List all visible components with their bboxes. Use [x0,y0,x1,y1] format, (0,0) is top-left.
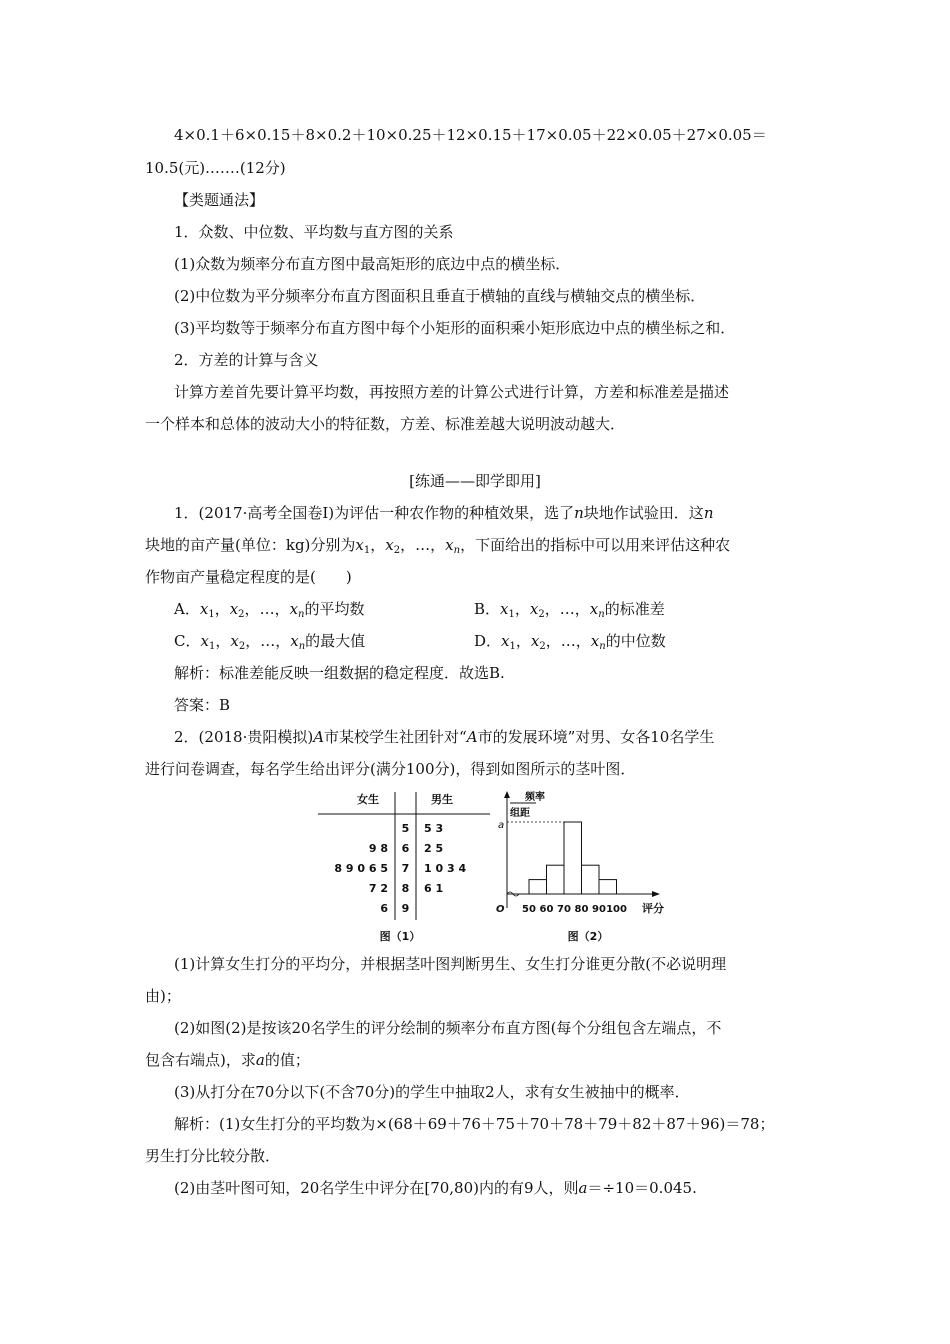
stem-leaf-right-leaves: 6 1 [424,882,444,895]
stem-leaf-and-histogram-figure [310,788,690,953]
stem-leaf-right-leaves: 1 0 3 4 [424,862,467,875]
q2-analysis-2: (2)由茎叶图可知，20名学生中评分在[70,80)内的有9人，则a＝÷10＝0.045. [174,1179,697,1197]
stem-leaf-left-leaves: 8 9 0 6 5 [334,862,388,875]
stem-leaf-left-leaves: 9 8 [368,842,388,855]
histogram-bar [582,865,600,894]
q2-analysis-1-cont: 男生打分比较分散． [145,1147,281,1165]
histogram [496,790,664,943]
q2-sub-3: (3)从打分在70分以下(不含70分)的学生中抽取2人，求有女生被抽中的概率． [174,1083,690,1101]
histogram-bar [529,880,547,894]
text-line: 1．众数、中位数、平均数与直方图的关系 [174,223,454,241]
text-line: 2．方差的计算与含义 [174,351,319,369]
text-line: 4×0.1＋6×0.15＋8×0.2＋10×0.25＋12×0.15＋17×0.05＋22×0.05＋27×0.05＝ [174,126,767,144]
x-tick-label: 90 [592,904,606,915]
stem-leaf-stem: 7 [401,862,410,875]
text-line: (1)众数为频率分布直方图中最高矩形的底边中点的横坐标． [174,255,571,273]
stem-leaf-header-left: 女生 [357,793,379,806]
q1-line-1: 1．(2017·高考全国卷Ⅰ)为评估一种农作物的种植效果，选了n块地作试验田．这n [174,504,714,522]
q1-option-b: B．$x_1$，$x_2$，…，$x_n$的标准差 [474,600,665,620]
histogram-bar [599,880,617,894]
q1-analysis: 解析：标准差能反映一组数据的稳定程度．故选B. [174,664,505,682]
text-line: 一个样本和总体的波动大小的特征数，方差、标准差越大说明波动越大． [145,415,626,433]
histogram-x-ticks [522,904,627,915]
q2-sub-2: (2)如图(2)是按该20名学生的评分绘制的频率分布直方图(每个分组包含左端点，不 [174,1019,722,1037]
x-axis-arrow [652,891,660,897]
stem-leaf-left-leaves: 6 [380,902,388,915]
q2-line-2: 进行问卷调查，每名学生给出评分(满分100分)，得到如图所示的茎叶图． [145,760,636,778]
q2-line-1: 2．(2018·贵阳模拟)A市某校学生社团针对“A市的发展环境”对男、女各10名学生 [174,728,715,746]
histogram-bars [529,822,617,894]
y-axis-arrow [504,791,510,798]
y-marker-label: a [498,820,505,831]
text-line: 10.5(元).……(12分) [145,159,286,177]
stem-leaf-plot [318,792,490,943]
text-line: (2)中位数为平分频率分布直方图面积且垂直于横轴的直线与横轴交点的横坐标． [174,287,706,305]
y-label-top: 频率 [525,792,545,803]
x-tick-label: 70 [557,904,571,915]
q1-line-2: 块地的亩产量(单位：kg)分别为$x_1$，$x_2$，…，$x_n$，下面给出的指标中可以用来评估这种农 [145,536,731,556]
text-line: (3)平均数等于频率分布直方图中每个小矩形的面积乘小矩形底边中点的横坐标之和． [174,319,736,337]
origin-label: O [496,904,505,915]
q1-option-a: A．$x_1$，$x_2$，…，$x_n$的平均数 [174,600,365,620]
x-tick-label: 100 [606,904,627,915]
stem-leaf-stem: 5 [401,822,410,835]
q1-line-3: 作物亩产量稳定程度的是( ) [145,568,352,586]
stem-leaf-stem: 6 [401,842,410,855]
q1-answer: 答案：B [174,696,231,714]
stem-leaf-right-leaves: 2 5 [424,842,444,855]
x-axis-label: 评分 [642,902,664,915]
stem-leaf-stem: 8 [401,882,410,895]
q2-sub-1-cont: 由)； [145,987,181,1005]
figure-caption-2: 图（2） [567,930,609,943]
stem-leaf-rows [334,822,466,915]
q2-sub-2-cont: 包含右端点)，求a的值； [145,1051,310,1069]
stem-leaf-left-leaves: 7 2 [368,882,388,895]
stem-leaf-right-leaves: 5 3 [424,822,444,835]
figure-caption-1: 图（1） [379,930,421,943]
y-label-bottom: 组距 [510,808,530,819]
q2-sub-1: (1)计算女生打分的平均分，并根据茎叶图判断男生、女生打分谁更分散(不必说明理 [174,955,727,973]
x-tick-label: 80 [574,904,589,915]
stem-leaf-header-right: 男生 [431,793,453,806]
q1-option-d: D．$x_1$，$x_2$，…，$x_n$的中位数 [474,632,666,652]
q1-option-c: C．$x_1$，$x_2$，…，$x_n$的最大值 [174,632,366,652]
histogram-bar [564,822,582,894]
x-tick-label: 50 [522,904,536,915]
stem-leaf-stem: 9 [401,902,410,915]
x-tick-label: 60 [539,904,554,915]
histogram-bar [547,865,565,894]
section-title: [练通——即学即用] [409,472,541,490]
q2-analysis-1: 解析：(1)女生打分的平均数为×(68＋69＋76＋75＋70＋78＋79＋82＋87＋96)＝78； [174,1115,775,1133]
text-line: 计算方差首先要计算平均数，再按照方差的计算公式进行计算，方差和标准差是描述 [174,383,730,401]
text-line: 【类题通法】 [174,191,265,209]
